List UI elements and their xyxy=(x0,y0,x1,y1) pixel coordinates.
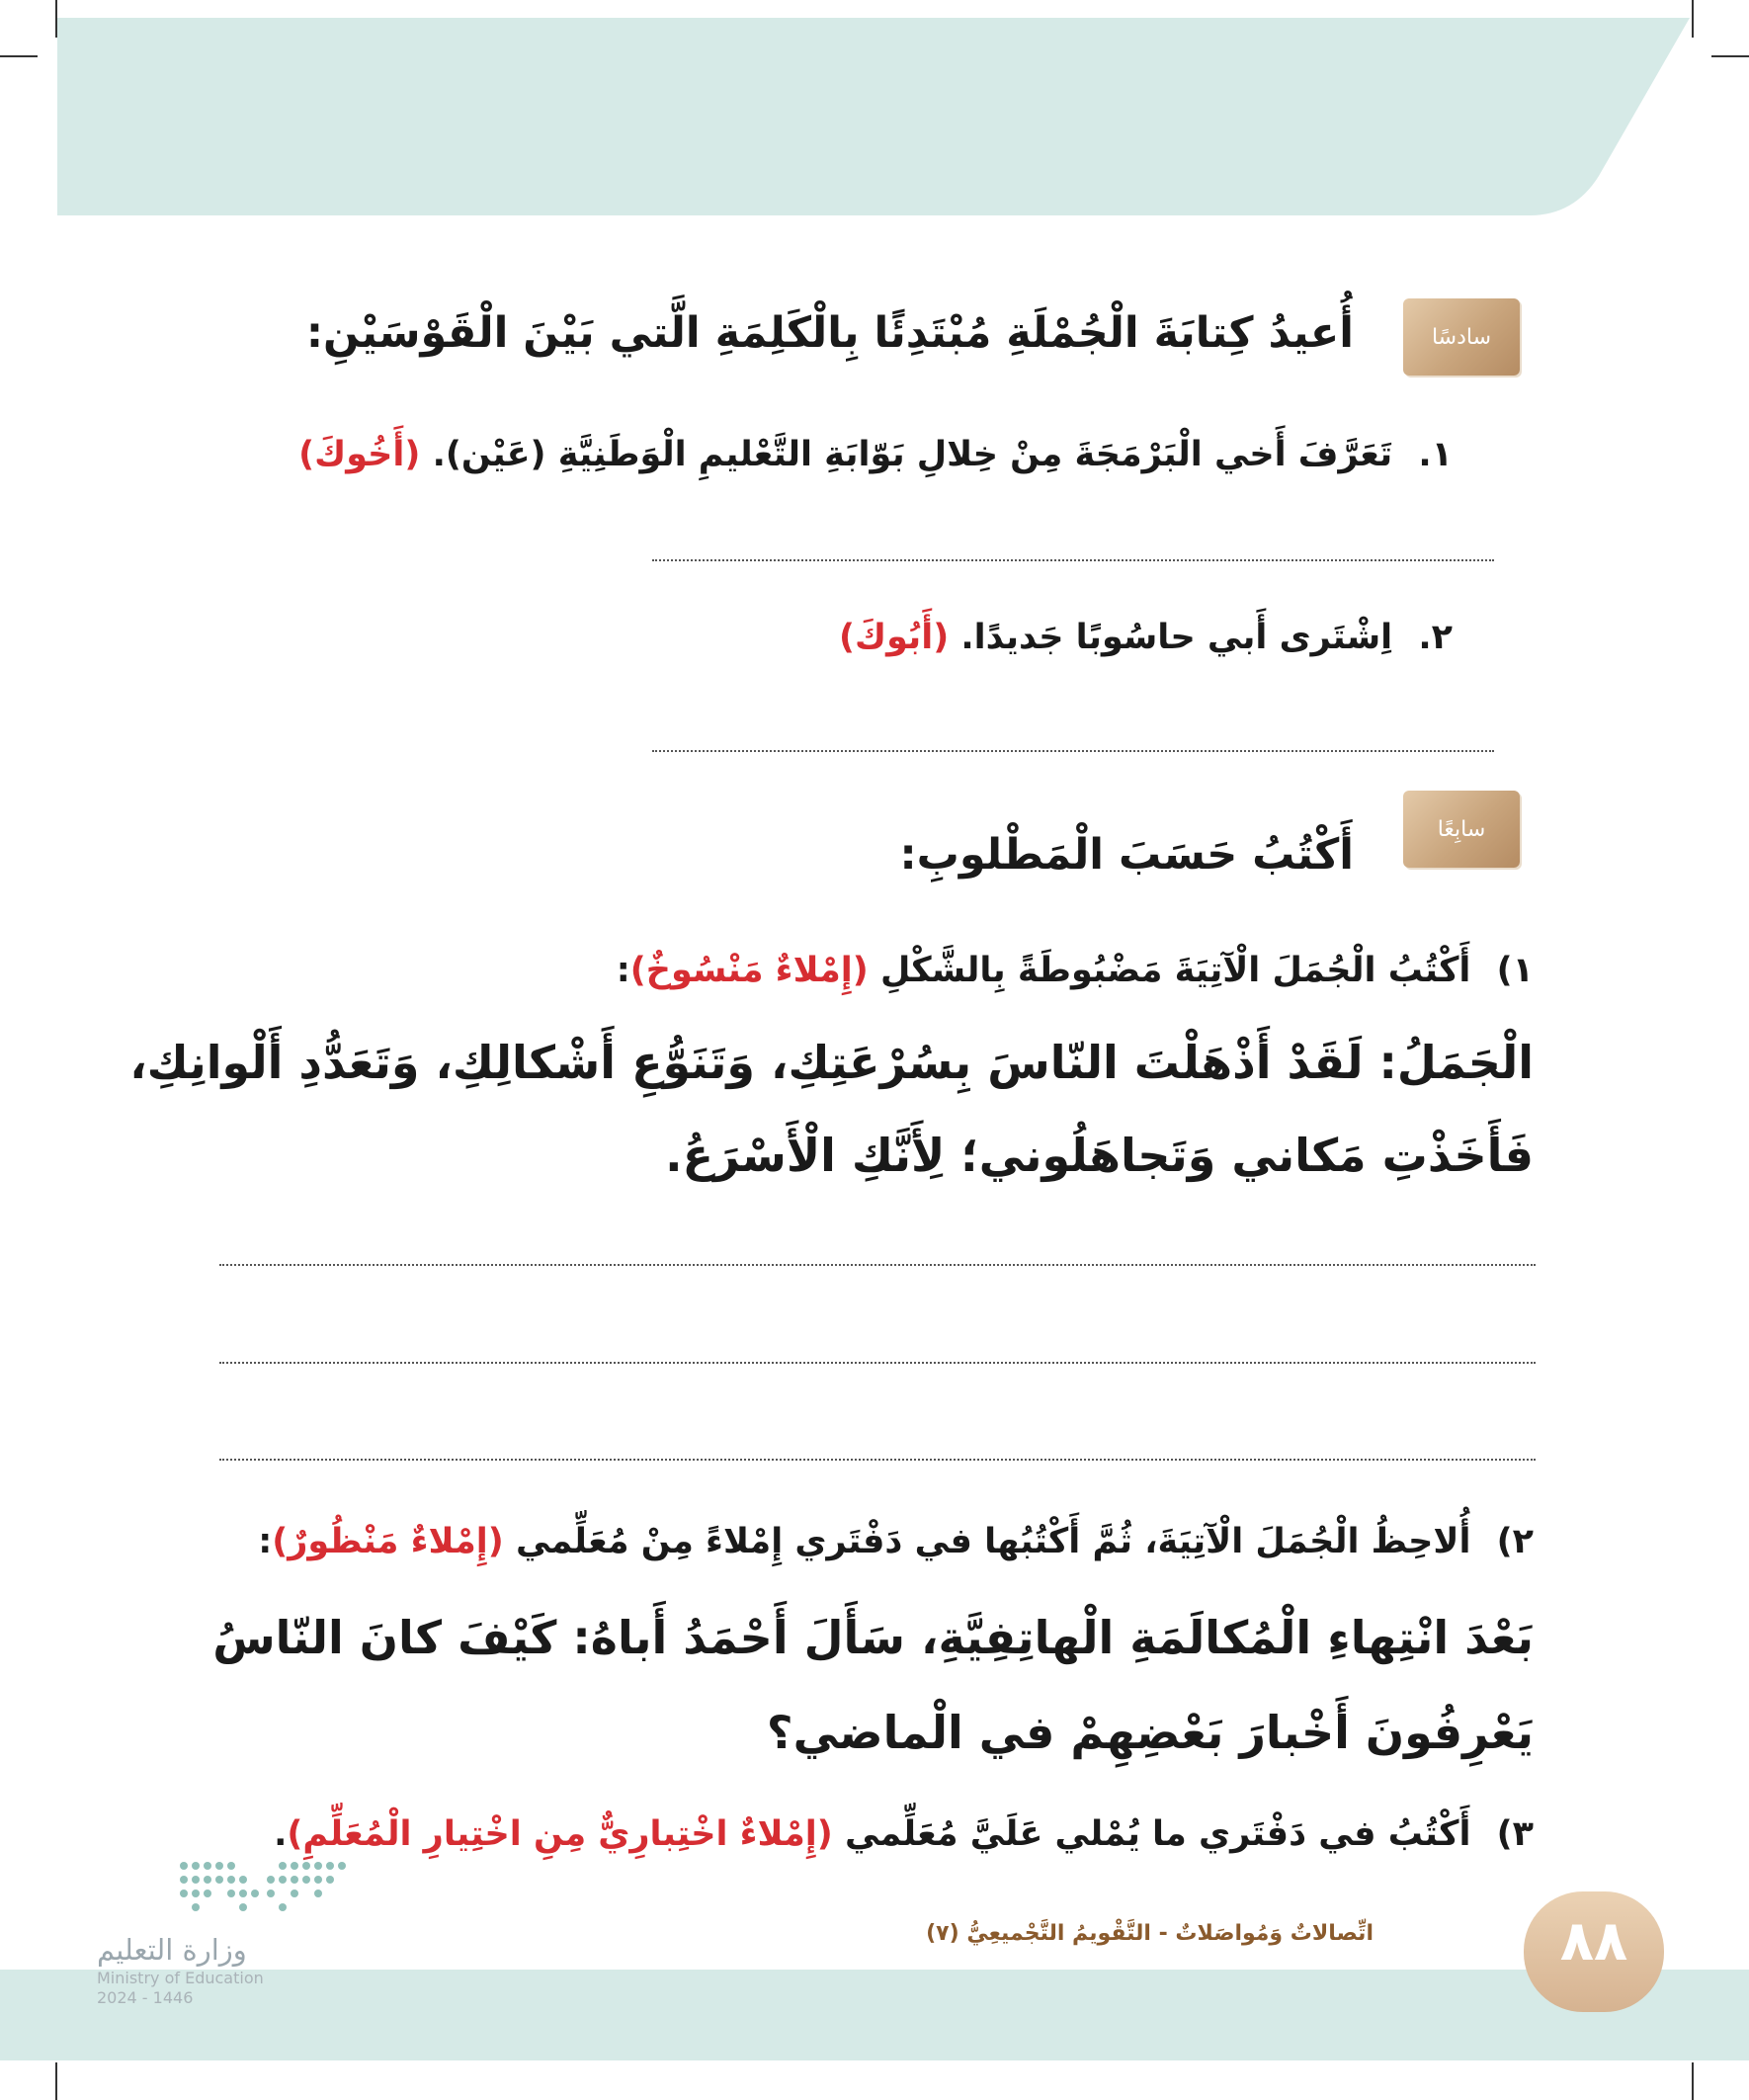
ministry-year: 2024 - 1446 xyxy=(97,1988,194,2007)
exercise-item xyxy=(839,618,1453,657)
task-instruction xyxy=(617,951,1534,990)
task-hint: (إِمْلاءٌ مَنْظُورٌ) xyxy=(272,1522,504,1561)
task-text: أُلاحِظُ الْجُمَلَ الْآتِيَةَ، ثُمَّ أَكْتُبُها في دَفْتَري إِمْلاءً مِنْ مُعَلِّمي xyxy=(515,1522,1471,1561)
section-badge-sixth xyxy=(1403,298,1520,376)
task-instruction xyxy=(274,1814,1534,1854)
task-end: : xyxy=(258,1522,273,1561)
item-hint: (أَبُوكَ) xyxy=(839,618,950,657)
item-text: تَعَرَّفَ أَخي الْبَرْمَجَةَ مِنْ خِلالِ بَوّابَةِ التَّعْليمِ الْوَطَنِيَّةِ (عَيْن). xyxy=(432,435,1393,474)
task-end: . xyxy=(274,1814,288,1854)
answer-line[interactable] xyxy=(652,559,1494,561)
crop-mark xyxy=(0,55,38,57)
answer-line[interactable] xyxy=(219,1362,1536,1364)
item-number: ١. xyxy=(1418,435,1453,474)
section-title: أُعيدُ كِتابَةَ الْجُمْلَةِ مُبْتَدِئًا بِالْكَلِمَةِ الَّتي بَيْنَ الْقَوْسَيْنِ: xyxy=(305,308,1354,358)
header-band xyxy=(57,18,1690,215)
task-number: ١) xyxy=(1496,951,1534,990)
answer-line[interactable] xyxy=(219,1264,1536,1266)
badge-label: سابِعًا xyxy=(1437,816,1486,842)
answer-line[interactable] xyxy=(219,1459,1536,1461)
crop-mark xyxy=(55,2062,57,2100)
ministry-logo-icon xyxy=(174,1856,352,1915)
badge-label: سادسًا xyxy=(1431,324,1492,350)
task-text: أَكْتُبُ الْجُمَلَ الْآتِيَةَ مَضْبُوطَةً بِالشَّكْلِ xyxy=(880,951,1471,990)
answer-line[interactable] xyxy=(652,750,1494,752)
page-number: ٨٨ xyxy=(1559,1909,1628,1974)
dictation-sentence: الْجَمَلُ: لَقَدْ أَذْهَلْتَ النّاسَ بِسُرْعَتِكِ، وَتَنَوُّعِ أَشْكالِكِ، وَتَعَدُّدِ أَلْوانِكِ، xyxy=(129,1036,1534,1089)
ministry-name-english: Ministry of Education xyxy=(97,1969,264,1987)
task-text: أَكْتُبُ في دَفْتَري ما يُمْلي عَلَيَّ مُعَلِّمي xyxy=(844,1814,1471,1854)
dictation-sentence: يَعْرِفُونَ أَخْبارَ بَعْضِهِمْ في الْماضي؟ xyxy=(766,1706,1534,1759)
item-hint: (أَخُوكَ) xyxy=(298,435,421,474)
ministry-name-arabic: وزارة التعليم xyxy=(97,1933,247,1967)
crop-mark xyxy=(1692,0,1694,38)
task-number: ٢) xyxy=(1496,1522,1534,1561)
task-instruction xyxy=(258,1522,1534,1561)
crop-mark xyxy=(1692,2062,1694,2100)
task-end: : xyxy=(616,951,630,990)
footer-caption: اتِّصالاتٌ وَمُواصَلاتٌ - التَّقْويمُ التَّجْميعِيُّ (٧) xyxy=(926,1921,1374,1946)
section-badge-seventh xyxy=(1403,791,1520,868)
section-title: أَكْتُبُ حَسَبَ الْمَطْلوبِ: xyxy=(899,830,1354,880)
dictation-sentence: بَعْدَ انْتِهاءِ الْمُكالَمَةِ الْهاتِفِيَّةِ، سَأَلَ أَحْمَدُ أَباهُ: كَيْفَ كانَ النّاسُ xyxy=(212,1611,1534,1664)
item-text: اِشْتَرى أَبي حاسُوبًا جَديدًا. xyxy=(960,618,1393,657)
exercise-item xyxy=(298,435,1453,474)
task-number: ٣) xyxy=(1496,1814,1534,1854)
task-hint: (إِمْلاءٌ اخْتِبارِيٌّ مِنِ اخْتِيارِ الْمُعَلِّمِ) xyxy=(287,1814,833,1854)
dictation-sentence: فَأَخَذْتِ مَكاني وَتَجاهَلُوني؛ لِأَنَّكِ الْأَسْرَعُ. xyxy=(665,1129,1534,1182)
item-number: ٢. xyxy=(1418,618,1453,657)
task-hint: (إِمْلاءٌ مَنْسُوخٌ) xyxy=(629,951,869,990)
crop-mark xyxy=(1711,55,1749,57)
